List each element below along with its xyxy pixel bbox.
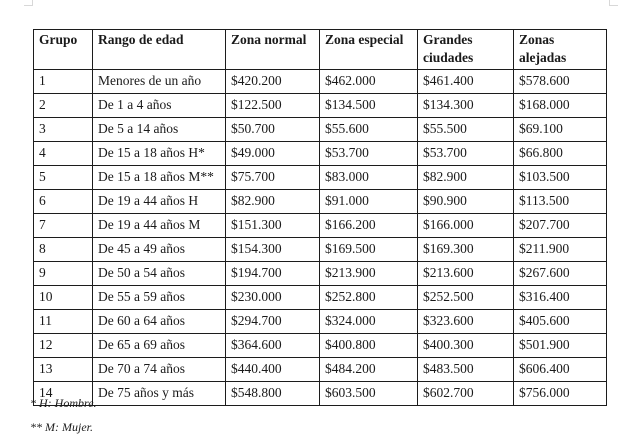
- table-cell: $207.700: [514, 214, 607, 238]
- footnote-hombre: * H: Hombre.: [30, 396, 97, 410]
- table-cell: $440.400: [226, 358, 320, 382]
- table-cell: $82.900: [418, 166, 514, 190]
- table-cell: De 55 a 59 años: [93, 286, 226, 310]
- table-body: [34, 70, 607, 406]
- table-cell: Menores de un año: [93, 70, 226, 94]
- table-row: [34, 286, 607, 310]
- table-cell: 9: [34, 262, 93, 286]
- table-cell: $213.600: [418, 262, 514, 286]
- table-cell: $90.900: [418, 190, 514, 214]
- table-cell: $316.400: [514, 286, 607, 310]
- table-cell: $548.800: [226, 382, 320, 406]
- table-cell: De 1 a 4 años: [93, 94, 226, 118]
- table-cell: $483.500: [418, 358, 514, 382]
- table-cell: $606.400: [514, 358, 607, 382]
- table-row: [34, 358, 607, 382]
- table-cell: 4: [34, 142, 93, 166]
- table-row: [34, 238, 607, 262]
- margin-corner-mark-top-left: [24, 0, 33, 6]
- table-row: [34, 190, 607, 214]
- table-cell: $69.100: [514, 118, 607, 142]
- table-cell: $151.300: [226, 214, 320, 238]
- column-header-5: Grandes ciudades: [418, 30, 514, 70]
- table-cell: $55.600: [320, 118, 418, 142]
- table-cell: $461.400: [418, 70, 514, 94]
- footnote-mujer: ** M: Mujer.: [30, 420, 93, 435]
- table-row: [34, 310, 607, 334]
- table-cell: 8: [34, 238, 93, 262]
- table-cell: $211.900: [514, 238, 607, 262]
- table-cell: $169.500: [320, 238, 418, 262]
- table-cell: $756.000: [514, 382, 607, 406]
- footnotes: [30, 397, 97, 445]
- table-cell: $50.700: [226, 118, 320, 142]
- table-cell: $55.500: [418, 118, 514, 142]
- table-cell: $252.800: [320, 286, 418, 310]
- table-cell: $122.500: [226, 94, 320, 118]
- table-cell: $113.500: [514, 190, 607, 214]
- table-cell: $400.800: [320, 334, 418, 358]
- table-cell: $53.700: [418, 142, 514, 166]
- table-cell: $602.700: [418, 382, 514, 406]
- table-cell: De 15 a 18 años M**: [93, 166, 226, 190]
- table-cell: De 19 a 44 años M: [93, 214, 226, 238]
- table-row: [34, 334, 607, 358]
- table-cell: $194.700: [226, 262, 320, 286]
- table-row: [34, 70, 607, 94]
- table-cell: $134.300: [418, 94, 514, 118]
- table-row: [34, 382, 607, 406]
- column-header-4: Zona especial: [320, 30, 418, 70]
- table-cell: $252.500: [418, 286, 514, 310]
- table-cell: $83.000: [320, 166, 418, 190]
- table-cell: 3: [34, 118, 93, 142]
- table-cell: 10: [34, 286, 93, 310]
- table-cell: $400.300: [418, 334, 514, 358]
- table-cell: $578.600: [514, 70, 607, 94]
- table-cell: De 5 a 14 años: [93, 118, 226, 142]
- table-cell: De 45 a 49 años: [93, 238, 226, 262]
- table-cell: 6: [34, 190, 93, 214]
- table-row: [34, 166, 607, 190]
- table-row: [34, 94, 607, 118]
- table-cell: 13: [34, 358, 93, 382]
- table-cell: 14: [34, 382, 93, 406]
- table-cell: $49.000: [226, 142, 320, 166]
- column-header-6: Zonas alejadas: [514, 30, 607, 70]
- column-header-2: Rango de edad: [93, 30, 226, 70]
- table-cell: De 65 a 69 años: [93, 334, 226, 358]
- table-cell: $501.900: [514, 334, 607, 358]
- table-cell: $134.500: [320, 94, 418, 118]
- table-row: [34, 142, 607, 166]
- table-cell: $405.600: [514, 310, 607, 334]
- table-cell: $323.600: [418, 310, 514, 334]
- table-cell: $603.500: [320, 382, 418, 406]
- table-cell: 11: [34, 310, 93, 334]
- table-cell: De 50 a 54 años: [93, 262, 226, 286]
- table-cell: $213.900: [320, 262, 418, 286]
- table-cell: $91.000: [320, 190, 418, 214]
- table-cell: De 15 a 18 años H*: [93, 142, 226, 166]
- table-header-row: [34, 30, 607, 70]
- table-cell: $294.700: [226, 310, 320, 334]
- column-header-1: Grupo: [34, 30, 93, 70]
- table-cell: 12: [34, 334, 93, 358]
- table-cell: $267.600: [514, 262, 607, 286]
- table-row: [34, 118, 607, 142]
- table-cell: 5: [34, 166, 93, 190]
- table-cell: De 19 a 44 años H: [93, 190, 226, 214]
- table-cell: $166.000: [418, 214, 514, 238]
- margin-corner-mark-top-right: [609, 0, 618, 6]
- table-cell: $154.300: [226, 238, 320, 262]
- table-row: [34, 214, 607, 238]
- table-cell: $75.700: [226, 166, 320, 190]
- table-cell: $66.800: [514, 142, 607, 166]
- table-cell: De 60 a 64 años: [93, 310, 226, 334]
- table-cell: $169.300: [418, 238, 514, 262]
- table-cell: 1: [34, 70, 93, 94]
- table-row: [34, 262, 607, 286]
- table-cell: $53.700: [320, 142, 418, 166]
- column-header-3: Zona normal: [226, 30, 320, 70]
- table-cell: $420.200: [226, 70, 320, 94]
- table-cell: $364.600: [226, 334, 320, 358]
- table-cell: $484.200: [320, 358, 418, 382]
- table-cell: $230.000: [226, 286, 320, 310]
- table-cell: $324.000: [320, 310, 418, 334]
- table-cell: $166.200: [320, 214, 418, 238]
- table-cell: 7: [34, 214, 93, 238]
- table-cell: 2: [34, 94, 93, 118]
- table-cell: $462.000: [320, 70, 418, 94]
- table-cell: $168.000: [514, 94, 607, 118]
- table-cell: De 70 a 74 años: [93, 358, 226, 382]
- rates-table: [33, 29, 607, 406]
- table-cell: $103.500: [514, 166, 607, 190]
- table-cell: De 75 años y más: [93, 382, 226, 406]
- table-cell: $82.900: [226, 190, 320, 214]
